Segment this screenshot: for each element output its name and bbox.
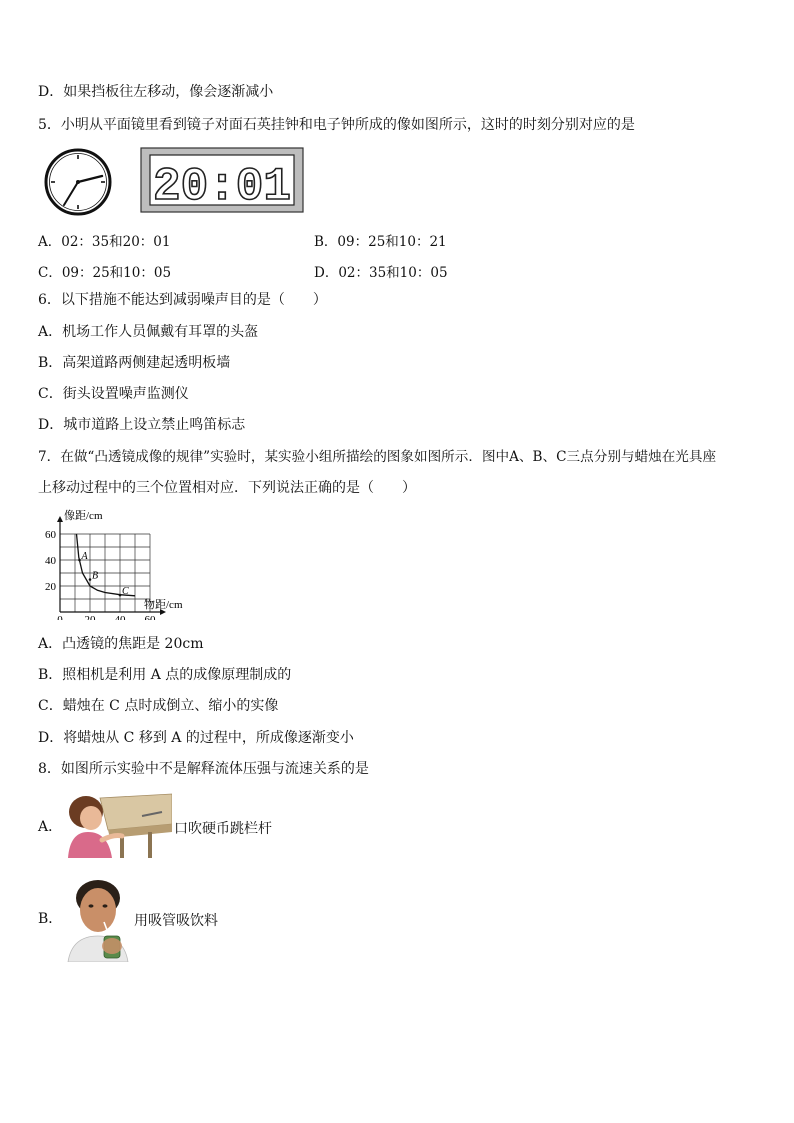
y-tick-label: 20	[45, 581, 56, 593]
y-axis-label: 像距/cm	[64, 510, 103, 522]
q8-option-a-letter: A．	[38, 819, 63, 835]
q5-option-c: C．09：25和10：05	[38, 265, 172, 281]
mirror-clock-figure	[42, 148, 116, 220]
q5-stem: 5．小明从平面镜里看到镜子对面石英挂钟和电子钟所成的像如图所示，这时的时刻分别对应的是	[38, 117, 635, 133]
q7-option-d: D．将蜡烛从 C 移到 A 的过程中，所成像逐渐变小	[38, 730, 354, 746]
q8-option-a-caption: 口吹硬币跳栏杆	[174, 821, 272, 837]
q4-option-d: D．如果挡板往左移动，像会逐渐减小	[38, 84, 274, 100]
q7-option-c: C．蜡烛在 C 点时成倒立、缩小的实像	[38, 698, 279, 714]
q5-option-b: B．09：25和10：21	[314, 234, 447, 250]
y-tick-label: 60	[45, 529, 56, 541]
q8-option-b-letter: B．	[38, 911, 63, 927]
y-axis-arrow	[57, 516, 63, 522]
q7-option-a: A．凸透镜的焦距是 20cm	[38, 636, 204, 652]
q6-option-d: D．城市道路上设立禁止鸣笛标志	[38, 417, 246, 433]
y-tick-label: 40	[45, 555, 56, 567]
q6-option-b: B．高架道路两侧建起透明板墙	[38, 355, 231, 371]
q8-option-b-caption: 用吸管吸饮料	[134, 913, 218, 929]
q7-stem-line1: 7．在做“凸透镜成像的规律”实验时，某实验小组所描绘的图象如图所示．图中A、B、C三点分别与蜡烛在光具座	[38, 449, 717, 465]
q6-stem: 6．以下措施不能达到减弱噪声目的是（ ）	[38, 292, 327, 308]
q6-option-a: A．机场工作人员佩戴有耳罩的头盔	[38, 324, 259, 340]
point-label-a: A	[81, 551, 88, 562]
lens-image-distance-chart	[36, 506, 196, 624]
x-tick-label: 20	[84, 614, 96, 620]
q6-option-c: C．街头设置噪声监测仪	[38, 386, 189, 402]
x-tick-label: 40	[114, 614, 126, 620]
digital-clock-display: 20:01	[152, 161, 292, 213]
q5-option-a: A．02：35和20：01	[38, 234, 171, 250]
point-label-b: B	[92, 570, 99, 582]
mirror-digital-clock	[140, 147, 304, 217]
boy-drinking-straw-photo	[64, 876, 132, 966]
q8-stem: 8．如图所示实验中不是解释流体压强与流速关系的是	[38, 761, 369, 777]
x-axis-label: 物距/cm	[144, 599, 183, 611]
q7-option-b: B．照相机是利用 A 点的成像原理制成的	[38, 667, 292, 683]
x-tick-label: 0	[57, 614, 63, 620]
x-tick-label: 60	[144, 614, 156, 620]
girl-blowing-coin-photo	[64, 790, 172, 862]
point-marker-c	[119, 594, 122, 597]
point-marker-b	[89, 578, 92, 581]
q5-option-d: D．02：35和10：05	[314, 265, 448, 281]
point-marker-a	[78, 559, 81, 562]
clock-icon	[42, 148, 116, 216]
chart-grid	[60, 534, 150, 612]
point-label-c: C	[122, 586, 129, 598]
q7-stem-line2: 上移动过程中的三个位置相对应．下列说法正确的是（ ）	[38, 480, 416, 496]
